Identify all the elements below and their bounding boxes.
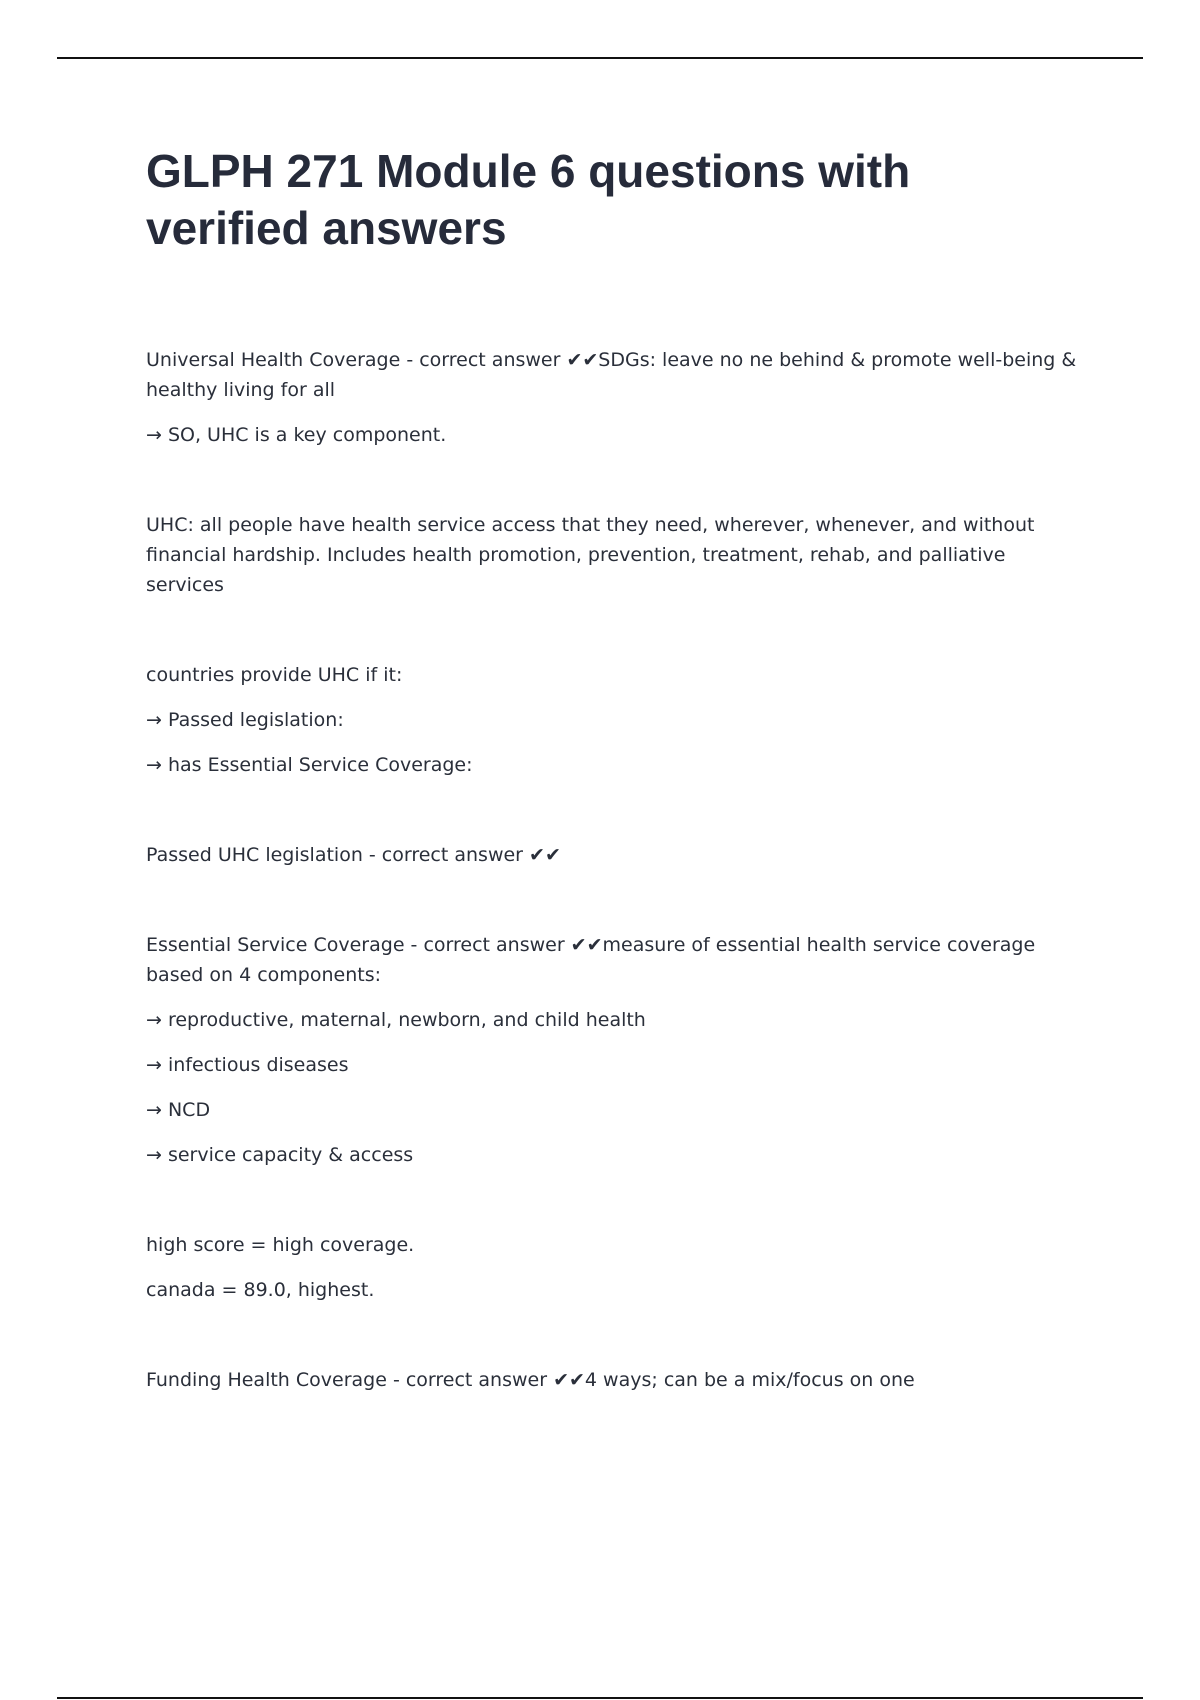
document-body (146, 345, 1086, 1395)
list-item: → NCD (146, 1099, 211, 1121)
paragraph: countries provide UHC if it: (146, 664, 403, 686)
paragraph: UHC: all people have health service access that they need, wherever, whenever, and without financial hardship. Includes health promotion, prevention, treatment, rehab, and palliative services (146, 514, 1035, 596)
paragraph: high score = high coverage. (146, 1234, 415, 1256)
paragraph: Essential Service Coverage - correct answer ✔✔measure of essential health service coverage based on 4 components: (146, 934, 1036, 986)
footer-rule (57, 1697, 1143, 1699)
qa-block-coverage-score (146, 1230, 1086, 1305)
list-item: → has Essential Service Coverage: (146, 754, 473, 776)
header-rule (57, 57, 1143, 59)
qa-block-countries-provide-uhc (146, 660, 1086, 780)
paragraph: Funding Health Coverage - correct answer ✔✔4 ways; can be a mix/focus on one (146, 1369, 915, 1391)
qa-block-essential-service-coverage (146, 930, 1086, 1170)
qa-block-uhc-definition (146, 510, 1086, 600)
qa-block-funding-health-coverage (146, 1365, 1086, 1395)
paragraph: Universal Health Coverage - correct answer ✔✔SDGs: leave no ne behind & promote well-being & healthy living for all (146, 349, 1077, 401)
paragraph: canada = 89.0, highest. (146, 1279, 375, 1301)
paragraph: → SO, UHC is a key component. (146, 424, 447, 446)
list-item: → reproductive, maternal, newborn, and child health (146, 1009, 646, 1031)
list-item: → service capacity & access (146, 1144, 414, 1166)
paragraph: Passed UHC legislation - correct answer ✔✔ (146, 844, 561, 866)
qa-block-universal-health-coverage (146, 345, 1086, 450)
list-item: → infectious diseases (146, 1054, 349, 1076)
page-title: GLPH 271 Module 6 questions with verified answers (146, 145, 911, 254)
list-item: → Passed legislation: (146, 709, 344, 731)
qa-block-passed-uhc-legislation (146, 840, 1086, 870)
